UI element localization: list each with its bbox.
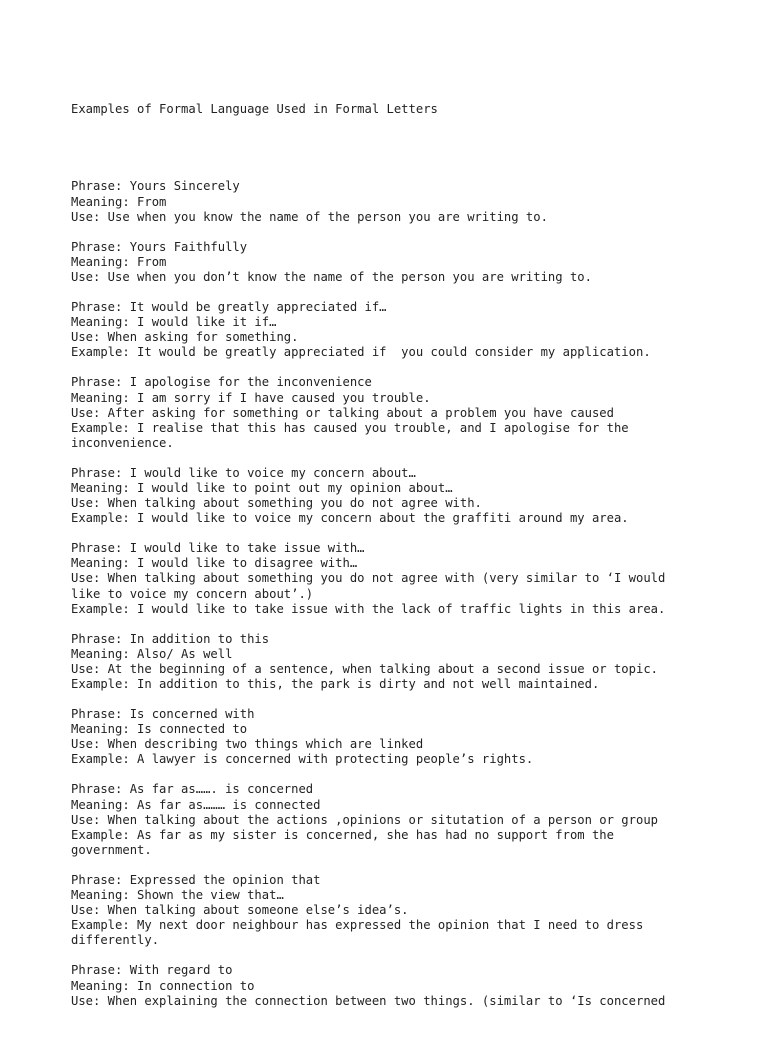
meaning-line: Meaning: Shown the view that… (71, 888, 284, 903)
phrase-line: Phrase: With regard to (71, 963, 233, 978)
use-line: Use: After asking for something or talking about a problem you have caused (71, 405, 614, 420)
phrase-line: Phrase: It would be greatly appreciated if… (71, 300, 387, 315)
use-line: Use: Use when you know the name of the person you are writing to. (71, 209, 548, 224)
phrase-entry (71, 375, 751, 450)
phrase-entry (71, 707, 751, 767)
example-line: Example: I realise that this has caused you trouble, and I apologise for the (71, 420, 629, 435)
phrase-entry (71, 963, 751, 1008)
use-line: Use: When explaining the connection between two things. (similar to ‘Is concerned (71, 993, 666, 1008)
phrase-line: Phrase: As far as……. is concerned (71, 782, 314, 797)
example-line: Example: It would be greatly appreciated if you could consider my application. (71, 345, 651, 360)
use-line: Use: When describing two things which are linked (71, 737, 424, 752)
meaning-line: Meaning: As far as……… is connected (71, 797, 321, 812)
phrase-line: Phrase: In addition to this (71, 631, 270, 646)
phrase-entry (71, 541, 751, 616)
example-line: Example: I would like to voice my concern about the graffiti around my area. (71, 511, 629, 526)
use-line: Use: When talking about something you do not agree with. (71, 496, 482, 511)
meaning-line: Meaning: I would like to point out my opinion about… (71, 480, 453, 495)
meaning-line: Meaning: From (71, 254, 167, 269)
phrase-line: Phrase: Yours Faithfully (71, 239, 248, 254)
example-line: Example: A lawyer is concerned with protecting people’s rights. (71, 752, 534, 767)
phrase-entry (71, 873, 751, 948)
document-page (71, 72, 751, 1039)
use-line: Use: Use when you don’t know the name of the person you are writing to. (71, 269, 592, 284)
example-line: Example: My next door neighbour has expressed the opinion that I need to dress (71, 918, 644, 933)
continuation-line: differently. (71, 933, 160, 948)
phrase-list (71, 179, 751, 1008)
document-title: Examples of Formal Language Used in Formal Letters (71, 102, 438, 117)
example-line: Example: As far as my sister is concerned, she has had no support from the (71, 827, 614, 842)
phrase-line: Phrase: I would like to voice my concern about… (71, 465, 416, 480)
phrase-entry (71, 466, 751, 526)
phrase-entry (71, 179, 751, 224)
meaning-line: Meaning: I would like to disagree with… (71, 556, 358, 571)
meaning-line: Meaning: I would like it if… (71, 315, 277, 330)
phrase-entry (71, 300, 751, 360)
meaning-line: Meaning: In connection to (71, 978, 255, 993)
meaning-line: Meaning: From (71, 194, 167, 209)
continuation-line: like to voice my concern about’.) (71, 586, 314, 601)
meaning-line: Meaning: I am sorry if I have caused you trouble. (71, 390, 431, 405)
phrase-line: Phrase: I apologise for the inconvenience (71, 375, 372, 390)
continuation-line: inconvenience. (71, 435, 174, 450)
use-line: Use: At the beginning of a sentence, when talking about a second issue or topic. (71, 661, 658, 676)
phrase-entry (71, 782, 751, 857)
continuation-line: government. (71, 842, 152, 857)
use-line: Use: When asking for something. (71, 330, 299, 345)
meaning-line: Meaning: Is connected to (71, 722, 248, 737)
phrase-entry (71, 240, 751, 285)
phrase-line: Phrase: I would like to take issue with… (71, 541, 365, 556)
meaning-line: Meaning: Also/ As well (71, 646, 233, 661)
example-line: Example: In addition to this, the park is dirty and not well maintained. (71, 677, 600, 691)
use-line: Use: When talking about something you do not agree with (very similar to ‘I would (71, 571, 666, 586)
use-line: Use: When talking about someone else’s idea’s. (71, 903, 409, 918)
phrase-line: Phrase: Is concerned with (71, 707, 255, 722)
use-line: Use: When talking about the actions ,opinions or situtation of a person or group (71, 812, 658, 827)
phrase-line: Phrase: Yours Sincerely (71, 179, 240, 194)
phrase-line: Phrase: Expressed the opinion that (71, 872, 321, 887)
phrase-entry (71, 632, 751, 692)
example-line: Example: I would like to take issue with the lack of traffic lights in this area. (71, 601, 666, 616)
